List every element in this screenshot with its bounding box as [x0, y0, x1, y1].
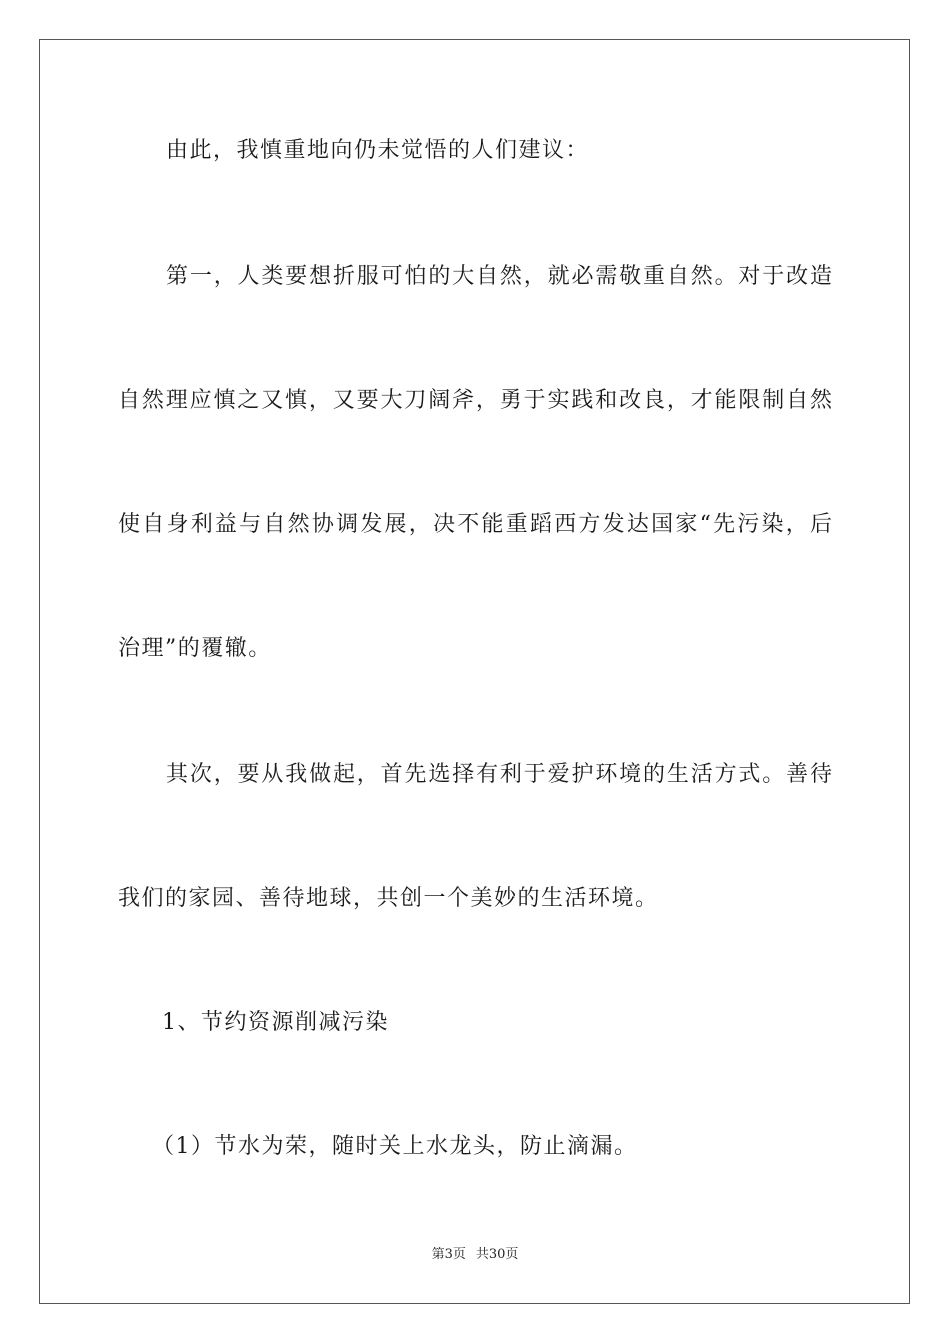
page-border	[39, 39, 910, 1304]
paragraph-line-5: 治理”的覆辙。	[118, 636, 272, 661]
list-item: （1）节水为荣，随时关上水龙头，防止滴漏。	[152, 1134, 638, 1159]
page-number: 第3页	[431, 1247, 466, 1262]
page-footer	[0, 1246, 950, 1264]
paragraph-line-2: 第一，人类要想折服可怕的大自然，就必需敬重自然。对于改造	[166, 264, 832, 289]
paragraph-line-1: 由此，我慎重地向仍未觉悟的人们建议：	[166, 138, 590, 163]
page-total: 共30页	[475, 1247, 519, 1262]
paragraph-line-4: 使自身利益与自然协调发展，决不能重蹈西方发达国家“先污染，后	[118, 512, 832, 537]
paragraph-line-3: 自然理应慎之又慎，又要大刀阔斧，勇于实践和改良，才能限制自然	[118, 388, 832, 413]
section-heading: 1、节约资源削减污染	[162, 1010, 389, 1035]
paragraph-line-6: 其次，要从我做起，首先选择有利于爱护环境的生活方式。善待	[166, 762, 832, 787]
paragraph-line-7: 我们的家园、善待地球，共创一个美妙的生活环境。	[118, 886, 659, 911]
